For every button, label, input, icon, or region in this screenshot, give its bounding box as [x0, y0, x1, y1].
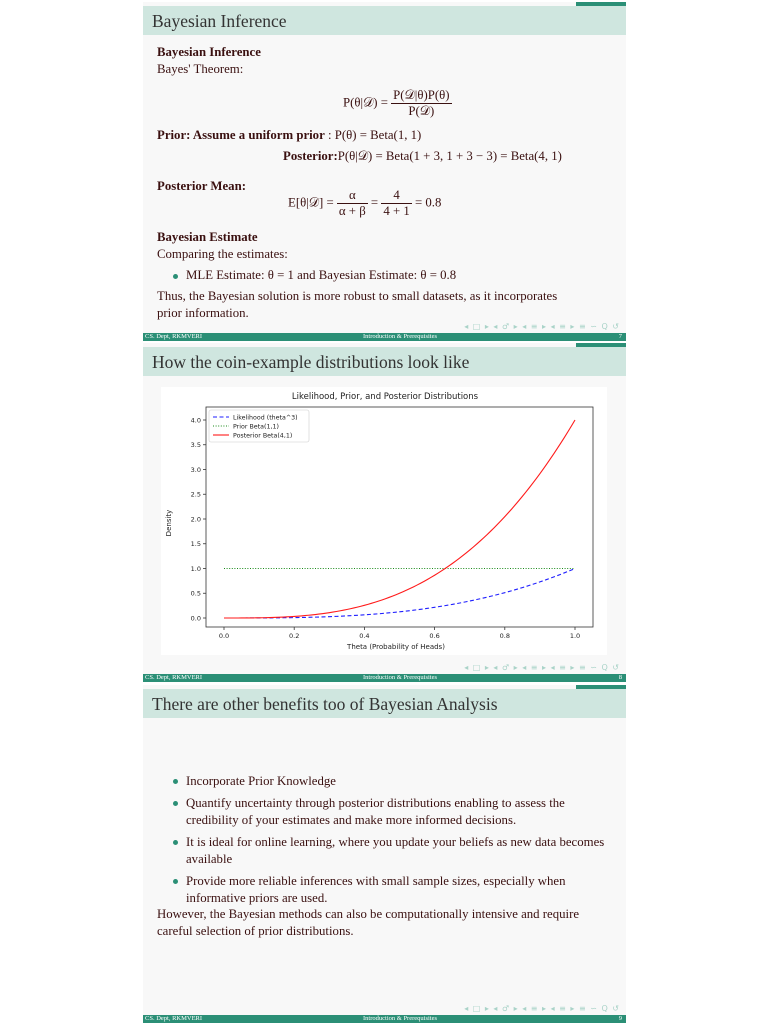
- y-tick-label: 4.0: [190, 416, 201, 425]
- mean-denominator-2: 4 + 1: [383, 204, 410, 218]
- mean-fraction-2: [381, 188, 411, 219]
- slide-7: [143, 2, 626, 341]
- estimate-bullet: [173, 268, 456, 283]
- y-tick-label: 0.5: [190, 589, 201, 598]
- bayes-lhs: P(θ|𝒟) =: [343, 95, 388, 110]
- title-accent: [576, 2, 626, 6]
- mean-lhs: E[θ|𝒟] =: [288, 195, 334, 210]
- y-tick-label: 2.0: [190, 515, 201, 524]
- chart-container: [161, 387, 607, 655]
- chart-title: Likelihood, Prior, and Posterior Distributions: [291, 392, 479, 402]
- x-tick-label: 0.4: [359, 632, 370, 640]
- beamer-nav-icons[interactable]: ◂ □ ▸ ◂ ♂ ▸ ◂ ≡ ▸ ◂ ≡ ▸ ≡ ∽ Q ↺: [464, 322, 620, 331]
- x-axis-label: Theta (Probability of Heads): [347, 643, 445, 651]
- estimate-bullet-text: MLE Estimate: θ = 1 and Bayesian Estimate: θ = 0.8: [186, 268, 457, 282]
- y-tick-label: 1.0: [190, 564, 201, 573]
- legend-label: Prior Beta(1,1): [233, 423, 279, 431]
- legend-label: Likelihood (theta^3): [233, 414, 298, 422]
- closing-paragraph: However, the Bayesian methods can also be computationally intensive and require careful selection of prior distributions.: [157, 907, 580, 938]
- x-tick-label: 0.0: [218, 632, 230, 640]
- comparing-text: Comparing the estimates:: [157, 247, 288, 261]
- mean-numerator-1: α: [337, 188, 368, 204]
- title-accent: [576, 343, 626, 347]
- slide-title: There are other benefits too of Bayesian Analysis: [152, 694, 498, 714]
- y-tick-label: 1.5: [190, 540, 201, 549]
- posterior-mean-equation: [288, 188, 441, 219]
- footer-dept: CS. Dept, RKMVERI: [145, 674, 203, 681]
- title-bar: [143, 689, 626, 718]
- legend-label: Posterior Beta(4,1): [233, 432, 293, 440]
- list-item: [157, 834, 617, 868]
- footer-dept: CS. Dept, RKMVERI: [145, 1015, 203, 1022]
- posterior-label: Posterior:: [283, 149, 338, 163]
- bullet-icon: [173, 779, 178, 784]
- list-item-text: Quantify uncertainty through posterior distributions enabling to assess the credibility of your estimates and make more informed decisions.: [186, 796, 565, 827]
- bayesian-estimate-label: Bayesian Estimate: [157, 230, 258, 244]
- beamer-nav-icons[interactable]: ◂ □ ▸ ◂ ♂ ▸ ◂ ≡ ▸ ◂ ≡ ▸ ≡ ∽ Q ↺: [464, 1004, 620, 1013]
- benefits-list: [157, 773, 617, 912]
- slide-9: [143, 685, 626, 1023]
- slide-title: How the coin-example distributions look like: [152, 352, 470, 372]
- footer-page: 8: [618, 674, 622, 681]
- list-item-text: Incorporate Prior Knowledge: [186, 774, 336, 788]
- footer-bar: [143, 1015, 626, 1023]
- x-tick-label: 0.6: [429, 632, 440, 640]
- prior-label: Prior: Assume a uniform prior: [157, 128, 325, 142]
- list-item-text: It is ideal for online learning, where you update your beliefs as new data becomes available: [186, 835, 605, 866]
- bayes-theorem-label: Bayes' Theorem:: [157, 62, 244, 76]
- mean-equals: =: [370, 195, 379, 210]
- x-tick-label: 0.8: [499, 632, 510, 640]
- y-axis-label: Density: [165, 509, 173, 537]
- footer-title: Introduction & Prerequisites: [363, 333, 438, 340]
- conclusion-line-2: prior information.: [157, 306, 249, 320]
- section-heading: Bayesian Inference: [157, 45, 261, 59]
- posterior-line: [283, 149, 562, 164]
- slide-8: [143, 343, 626, 682]
- conclusion-line-1: Thus, the Bayesian solution is more robust to small datasets, as it incorporates: [157, 289, 558, 303]
- footer-page: 9: [618, 1015, 622, 1022]
- distribution-chart: [161, 387, 607, 655]
- posterior-equation: P(θ|𝒟) = Beta(1 + 3, 1 + 3 − 3) = Beta(4, 1): [337, 149, 562, 163]
- bayes-equation: [343, 88, 452, 119]
- footer-bar: [143, 333, 626, 341]
- beamer-nav-icons[interactable]: ◂ □ ▸ ◂ ♂ ▸ ◂ ≡ ▸ ◂ ≡ ▸ ≡ ∽ Q ↺: [464, 663, 620, 672]
- footer-dept: CS. Dept, RKMVERI: [145, 333, 203, 340]
- y-tick-label: 0.0: [190, 614, 201, 623]
- bullet-icon: [173, 274, 178, 279]
- prior-equation: : P(θ) = Beta(1, 1): [327, 128, 422, 142]
- chart-legend: [209, 410, 309, 442]
- mean-fraction-1: [337, 188, 368, 219]
- bullet-icon: [173, 801, 178, 806]
- footer-title: Introduction & Prerequisites: [363, 674, 438, 681]
- list-item: [157, 773, 617, 790]
- title-bar: [143, 347, 626, 376]
- list-item: [157, 873, 617, 907]
- bayes-denominator: P(𝒟): [408, 104, 435, 118]
- y-tick-label: 3.0: [190, 465, 201, 474]
- y-tick-label: 2.5: [190, 490, 201, 499]
- list-item: [157, 795, 617, 829]
- x-tick-label: 0.2: [289, 632, 300, 640]
- posterior-mean-label: Posterior Mean:: [157, 179, 246, 193]
- footer-title: Introduction & Prerequisites: [363, 1015, 438, 1022]
- bullet-icon: [173, 879, 178, 884]
- bullet-icon: [173, 840, 178, 845]
- title-bar: [143, 6, 626, 35]
- bayes-fraction: [391, 88, 451, 119]
- mean-result: = 0.8: [414, 195, 442, 210]
- list-item-text: Provide more reliable inferences with small sample sizes, especially when informative priors are used.: [186, 874, 566, 905]
- bayes-numerator: P(𝒟|θ)P(θ): [393, 88, 450, 102]
- footer-bar: [143, 674, 626, 682]
- mean-numerator-2: 4: [381, 188, 411, 204]
- x-tick-label: 1.0: [569, 632, 581, 640]
- mean-denominator-1: α + β: [338, 204, 366, 218]
- y-tick-label: 3.5: [190, 441, 201, 450]
- footer-page: 7: [618, 333, 622, 340]
- prior-line: [157, 128, 421, 143]
- title-accent: [576, 685, 626, 689]
- slide-title: Bayesian Inference: [152, 11, 287, 31]
